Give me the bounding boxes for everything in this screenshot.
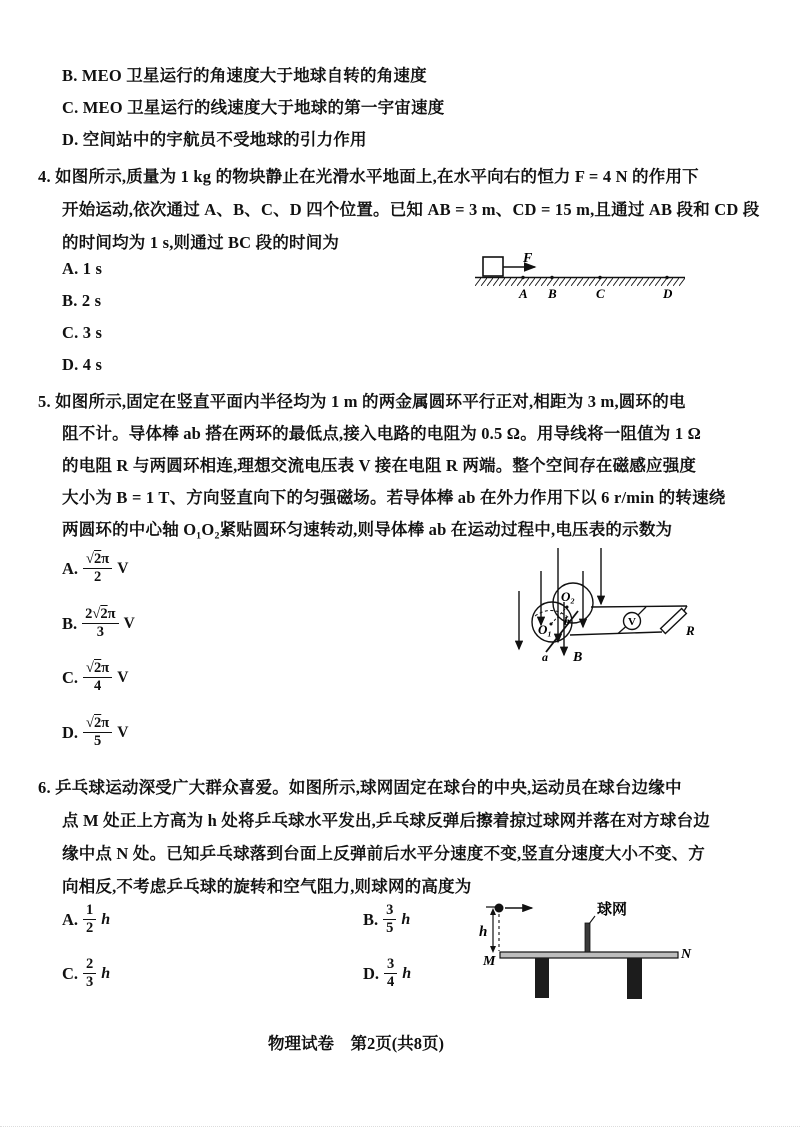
fraction: $\frac{3}{5}$ [383,903,396,936]
resistor-label: R [686,623,695,638]
q6-option-b: B. $\frac{3}{5}$ h [363,902,411,937]
q4-option-d: D. 4 s [62,355,103,374]
point-n-label: N [681,947,692,962]
q5-figure-rings-circuit [498,545,798,695]
q5-option-d: D. $\frac{√2\pi}{5}$ V [62,715,129,750]
q5-option-b: B. $\frac{2√2\pi}{3}$ V [62,606,135,641]
q5-line-1: 5. 如图所示,固定在竖直平面内半径均为 1 m 的两金属圆环平行正对,相距为 3 m,圆环的电 [38,392,686,411]
ball [495,904,504,913]
fraction: $\frac{√2\pi}{4}$ [83,661,112,694]
q6-option-d: D. $\frac{3}{4}$ h [363,956,412,991]
voltmeter-lead [638,607,646,615]
voltmeter-label: V [628,616,636,628]
rod-a-label: a [542,650,548,664]
height-label: h [479,924,488,940]
q6-line-3: 缘中点 N 处。已知乒乓球落到台面上反弹前后水平分速度不变,竖直分速度大小不变、方 [62,844,705,863]
q6-option-c: C. $\frac{2}{3}$ h [62,956,111,991]
net-label: 球网 [597,902,628,918]
point-b-label: B [548,286,557,301]
point-d-dot [665,276,668,279]
q4-line-3: 的时间均为 1 s,则通过 BC 段的时间为 [62,233,340,252]
q6-figure-pingpong-table [462,893,792,1008]
q3-option-c: C. MEO 卫星运行的线速度大于地球的第一宇宙速度 [62,98,445,117]
ground-hatching [475,278,685,286]
q4-line-2: 开始运动,依次通过 A、B、C、D 四个位置。已知 AB = 3 m、CD = 15 m,且通过 AB 段和 CD 段 [62,200,760,219]
table-leg-right [627,958,642,999]
q5-option-a: A. $\frac{√2\pi}{2}$ V [62,551,129,586]
voltmeter-lead [618,627,626,634]
resistor-icon [661,609,687,634]
force-label: F [523,251,533,266]
block [483,257,503,276]
q6-option-a: A. $\frac{1}{2}$ h [62,902,111,937]
axis-o2-label: O₂ [561,589,575,604]
page-footer: 物理试卷 第2页(共8页) [268,1034,444,1053]
point-c-label: C [596,286,605,301]
point-a-label: A [519,286,528,301]
q5-line-2: 阻不计。导体棒 ab 搭在两环的最低点,接入电路的电阻为 0.5 Ω。用导线将一阻值为 1 Ω [62,424,702,443]
q4-option-a: A. 1 s [62,259,103,278]
wire-top [591,606,687,607]
axis-o1-label: O₁ [538,622,552,637]
table-top [500,952,678,958]
fraction: $\frac{√2\pi}{2}$ [83,552,112,585]
rod-b-label: b [564,614,570,628]
q4-option-b: B. 2 s [62,291,102,310]
net-pointer-line [589,916,595,924]
q3-option-d: D. 空间站中的宇航员不受地球的引力作用 [62,130,367,149]
scan-edge-line [0,1126,800,1127]
wire-bottom [570,632,662,635]
fraction: $\frac{2}{3}$ [83,957,96,990]
point-c-dot [598,276,601,279]
fraction: $\frac{2√2\pi}{3}$ [82,607,118,640]
table-leg-left [535,958,549,998]
point-d-label: D [663,286,673,301]
q5-line-3: 的电阻 R 与两圆环相连,理想交流电压表 V 接在电阻 R 两端。整个空间存在磁感应强度 [62,456,697,475]
point-m-label: M [483,954,496,969]
field-label: B [573,650,583,665]
resistor-lead [684,606,687,611]
q6-line-4: 向相反,不考虑乒乓球的旋转和空气阻力,则球网的高度为 [62,877,472,896]
q6-line-1: 6. 乒乓球运动深受广大群众喜爱。如图所示,球网固定在球台的中央,运动员在球台边缘中 [38,778,682,797]
height-arrowhead-bottom [490,946,496,953]
q3-option-b: B. MEO 卫星运行的角速度大于地球自转的角速度 [62,66,427,85]
fraction: $\frac{3}{4}$ [384,957,397,990]
q6-line-2: 点 M 处正上方高为 h 处将乒乓球水平发出,乒乓球反弹后擦着掠过球网并落在对方球台边 [62,811,710,830]
axis-o2-dot [566,606,569,609]
net [585,923,590,952]
fraction: $\frac{1}{2}$ [83,903,96,936]
q4-figure-block-on-ground [463,246,703,308]
q5-line-4: 大小为 B = 1 T、方向竖直向下的匀强磁场。若导体棒 ab 在外力作用下以 6 r/min 的转速绕 [62,488,726,507]
q4-line-1: 4. 如图所示,质量为 1 kg 的物块静止在光滑水平地面上,在水平向右的恒力 F = 4 N 的作用下 [38,167,699,186]
point-b-dot [550,276,553,279]
q5-line-5: 两圆环的中心轴 O₁O₂紧贴圆环匀速转动,则导体棒 ab 在运动过程中,电压表的示数为 [62,520,673,539]
fraction: $\frac{√2\pi}{5}$ [83,716,112,749]
q5-option-c: C. $\frac{√2\pi}{4}$ V [62,660,129,695]
q4-option-c: C. 3 s [62,323,103,342]
point-a-dot [521,276,524,279]
